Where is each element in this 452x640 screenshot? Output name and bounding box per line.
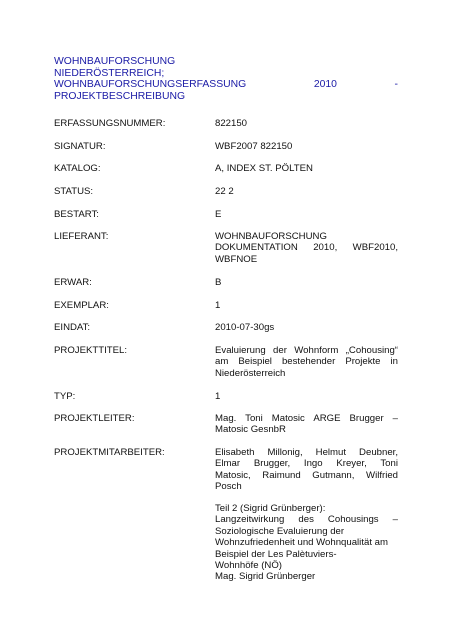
field-label: KATALOG: — [54, 163, 101, 174]
field-value: 1 — [215, 300, 221, 311]
teil2-line: Teil 2 (Sigrid Grünberger): — [215, 503, 326, 514]
teil2-line: Wohnzufriedenheit und Wohnqualität am — [215, 537, 388, 549]
field-label: PROJEKTTITEL: — [54, 345, 128, 356]
title-line — [54, 79, 398, 91]
field-value: 822150 — [215, 118, 248, 129]
field-value: 22 2 — [215, 186, 234, 197]
field-label: ERFASSUNGSNUMMER: — [54, 118, 166, 129]
title-line: PROJEKTBESCHREIBUNG — [54, 90, 186, 102]
field-value: Evaluierung der Wohnform „Cohousing“ am Beispiel bestehender Projekte in Niederösterreich — [215, 345, 398, 379]
field-label: LIEFERANT: — [54, 231, 109, 242]
field-label: BESTART: — [54, 209, 99, 220]
teil2-line: Soziologische Evaluierung der — [215, 525, 345, 537]
field-value: 2010-07-30gs — [215, 322, 275, 333]
field-label: ERWAR: — [54, 277, 92, 288]
field-label: PROJEKTMITARBEITER: — [54, 447, 165, 458]
document-title — [54, 56, 398, 102]
title-year: 2010 — [313, 79, 337, 91]
title-line-text: WOHNBAUFORSCHUNGSERFASSUNG — [54, 79, 247, 91]
field-value: WBF2007 822150 — [215, 141, 293, 152]
title-line: WOHNBAUFORSCHUNG — [54, 56, 176, 67]
field-value: Elisabeth Millonig, Helmut Deubner, Elmar Brugger, Ingo Kreyer, Toni Matosic, Raimund Gutmann, Wilfried Posch — [215, 447, 398, 493]
field-label: EINDAT: — [54, 322, 91, 333]
teil2-line: Wohnhöfe (NÖ) — [215, 560, 283, 572]
teil2-line: Mag. Sigrid Grünberger — [215, 571, 316, 583]
field-value: E — [215, 209, 222, 220]
field-label: PROJEKTLEITER: — [54, 413, 135, 424]
field-value: B — [215, 277, 222, 288]
field-value: 1 — [215, 391, 221, 402]
teil2-line: Langzeitwirkung des Cohousings – — [215, 514, 398, 526]
field-label: SIGNATUR: — [54, 141, 106, 152]
teil2-block — [215, 503, 398, 583]
field-value: Mag. Toni Matosic ARGE Brugger – Matosic GesnbR — [215, 413, 398, 436]
teil2-line: Beispiel der Les Palètuviers- — [215, 548, 337, 560]
title-line: NIEDERÖSTERREICH; — [54, 67, 165, 79]
field-value: A, INDEX ST. PÖLTEN — [215, 163, 313, 174]
field-label: STATUS: — [54, 186, 94, 197]
field-value: WOHNBAUFORSCHUNG DOKUMENTATION 2010, WBF2010, WBFNOE — [215, 231, 398, 265]
field-label: EXEMPLAR: — [54, 300, 109, 311]
field-label: TYP: — [54, 391, 76, 402]
title-dash: - — [394, 79, 398, 91]
